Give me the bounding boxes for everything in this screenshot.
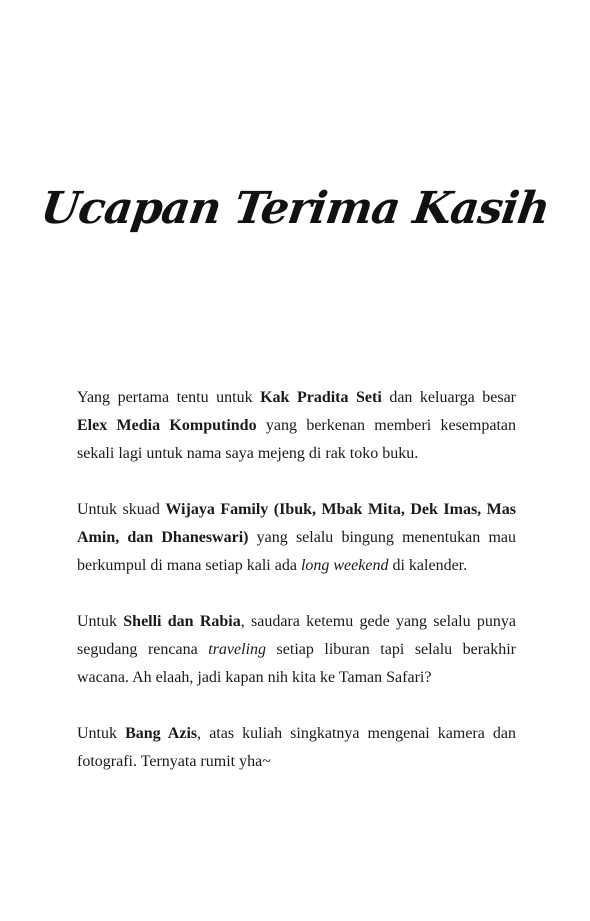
- paragraph-text: , atas kuliah singkatnya mengenai kamera dan fotografi. Ternyata rumit yha~: [77, 725, 517, 770]
- paragraph-text: Untuk: [77, 613, 124, 630]
- paragraph-3: [77, 608, 516, 692]
- paragraph-text: yang selalu bingung menentukan mau berkumpul di mana setiap kali ada: [77, 529, 517, 574]
- paragraph-text: setiap liburan tapi selalu berakhir wacana. Ah elaah, jadi kapan nih kita ke Taman Safari?: [77, 641, 516, 686]
- paragraph-text: yang berkenan memberi kesempatan sekali lagi untuk nama saya mejeng di rak toko buku.: [77, 417, 516, 462]
- paragraph-1: [77, 384, 516, 468]
- paragraph-text: di kalender.: [388, 557, 468, 574]
- paragraph-text: Yang pertama tentu untuk: [77, 389, 261, 406]
- name-highlight: Kak Pradita Seti: [260, 389, 382, 406]
- italic-term: long weekend: [300, 557, 389, 574]
- paragraph-2: [77, 496, 516, 580]
- paragraph-text: Untuk skuad: [77, 501, 166, 518]
- paragraph-text: , saudara ketemu gede yang selalu punya segudang rencana: [77, 613, 516, 658]
- name-highlight: Shelli dan Rabia: [123, 613, 241, 630]
- name-highlight: Elex Media Komputindo: [77, 417, 257, 434]
- acknowledgement-body: [77, 384, 516, 776]
- paragraph-4: [77, 720, 516, 776]
- name-highlight: Wijaya Family (Ibuk, Mbak Mita, Dek Imas, Mas Amin, dan Dhaneswari): [77, 501, 516, 546]
- page-title: Ucapan Terima Kasih: [37, 183, 553, 235]
- paragraph-text: dan keluarga besar: [381, 389, 516, 406]
- name-highlight: Bang Azis: [125, 725, 198, 742]
- paragraph-text: Untuk: [77, 725, 126, 742]
- italic-term: traveling: [208, 641, 267, 658]
